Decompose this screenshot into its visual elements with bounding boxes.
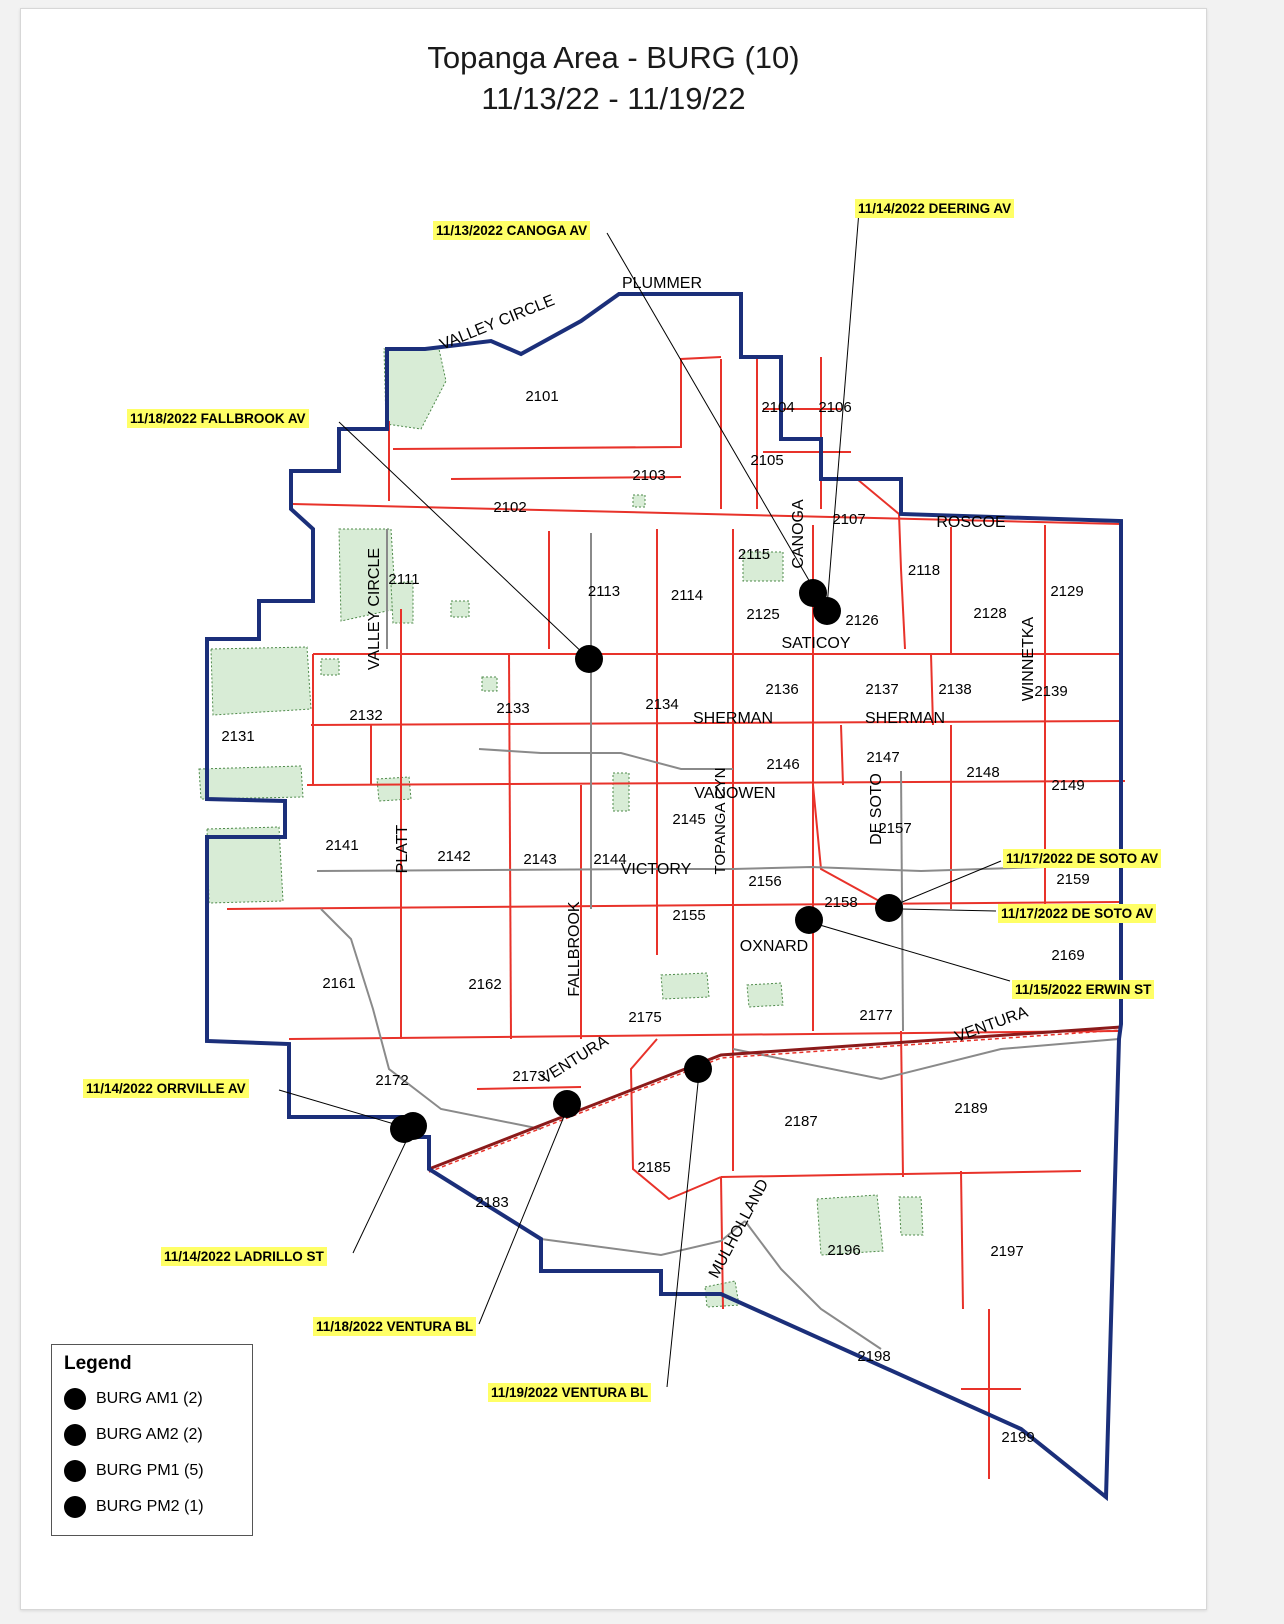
filled-circle-icon — [64, 1496, 86, 1518]
reporting-district-label: 2197 — [990, 1243, 1024, 1260]
reporting-district-label: 2125 — [746, 606, 780, 623]
reporting-district-label: 2172 — [375, 1072, 409, 1089]
legend-item — [64, 1453, 242, 1489]
reporting-district-label: 2105 — [750, 452, 784, 469]
page-title-line1: Topanga Area - BURG (10) — [427, 40, 800, 75]
svg-text:SHERMAN: SHERMAN — [692, 710, 774, 727]
page-title-line2: 11/13/22 - 11/19/22 — [481, 81, 746, 116]
incident-marker[interactable] — [813, 597, 841, 625]
legend-heading: Legend — [64, 1353, 132, 1374]
reporting-district-label: 2162 — [468, 976, 502, 993]
svg-text:PLATT: PLATT — [394, 824, 411, 874]
reporting-district-label: 2157 — [878, 820, 912, 837]
reporting-district-label: 2189 — [954, 1100, 988, 1117]
reporting-district-label: 2136 — [765, 681, 799, 698]
legend — [51, 1344, 253, 1536]
legend-item — [64, 1489, 242, 1525]
reporting-district-label: 2158 — [824, 894, 858, 911]
reporting-district-label: 2113 — [587, 583, 621, 600]
reporting-district-label: 2144 — [593, 851, 627, 868]
reporting-district-label: 2132 — [349, 707, 383, 724]
legend-rows — [64, 1381, 242, 1525]
reporting-district-label: 2147 — [866, 749, 900, 766]
incident-marker[interactable] — [875, 894, 903, 922]
legend-item — [64, 1381, 242, 1417]
incident-marker[interactable] — [553, 1090, 581, 1118]
reporting-district-label: 2198 — [857, 1348, 891, 1365]
svg-text:OXNARD: OXNARD — [739, 938, 809, 955]
reporting-district-label: 2155 — [672, 907, 706, 924]
reporting-district-label: 2196 — [827, 1242, 861, 1259]
legend-item-label: BURG PM2 (1) — [96, 1498, 204, 1515]
reporting-district-label: 2145 — [672, 811, 706, 828]
reporting-district-label: 2103 — [632, 467, 666, 484]
callout-ventura-bl-1: 11/18/2022 VENTURA BL — [313, 1317, 476, 1336]
reporting-district-label: 2104 — [761, 399, 795, 416]
map-sheet — [20, 8, 1207, 1610]
local-streets — [317, 529, 1119, 1349]
svg-text:WINNETKA: WINNETKA — [1020, 616, 1037, 702]
callout-deering-av: 11/14/2022 DEERING AV — [855, 199, 1014, 218]
reporting-district-label: 2137 — [865, 681, 899, 698]
callout-de-soto-av-2: 11/17/2022 DE SOTO AV — [998, 904, 1156, 923]
street-name-labels — [366, 275, 1037, 1281]
svg-text:FALLBROOK: FALLBROOK — [566, 901, 583, 997]
reporting-district-label: 2173 — [512, 1068, 546, 1085]
reporting-district-label: 2149 — [1051, 777, 1085, 794]
callout-erwin-st: 11/15/2022 ERWIN ST — [1012, 980, 1154, 999]
reporting-district-label: 2115 — [737, 546, 771, 563]
reporting-district-label: 2175 — [628, 1009, 662, 1026]
svg-text:VANOWEN: VANOWEN — [694, 785, 776, 802]
incident-marker[interactable] — [684, 1055, 712, 1083]
reporting-district-label: 2199 — [1001, 1429, 1035, 1446]
reporting-district-label: 2138 — [938, 681, 972, 698]
reporting-district-label: 2126 — [845, 612, 879, 629]
reporting-district-label: 2143 — [523, 851, 557, 868]
callout-ladrillo-st: 11/14/2022 LADRILLO ST — [161, 1247, 327, 1266]
incident-marker[interactable] — [399, 1112, 427, 1140]
reporting-district-label: 2111 — [388, 571, 420, 588]
svg-text:VALLEY CIRCLE: VALLEY CIRCLE — [366, 547, 383, 671]
reporting-district-label: 2131 — [221, 728, 255, 745]
svg-text:MULHOLLAND: MULHOLLAND — [705, 1176, 773, 1282]
svg-text:VENTURA: VENTURA — [952, 1003, 1031, 1046]
incident-marker[interactable] — [575, 645, 603, 673]
callout-orrville-av: 11/14/2022 ORRVILLE AV — [83, 1079, 249, 1098]
reporting-district-label: 2128 — [973, 605, 1007, 622]
reporting-district-label: 2107 — [832, 511, 866, 528]
legend-item — [64, 1417, 242, 1453]
filled-circle-icon — [64, 1460, 86, 1482]
reporting-district-label: 2129 — [1050, 583, 1084, 600]
svg-text:PLUMMER: PLUMMER — [621, 275, 703, 292]
callout-fallbrook-av: 11/18/2022 FALLBROOK AV — [127, 409, 309, 428]
svg-text:VICTORY: VICTORY — [620, 861, 692, 878]
reporting-district-label: 2114 — [670, 587, 704, 604]
svg-text:VALLEY CIRCLE: VALLEY CIRCLE — [437, 292, 558, 354]
reporting-district-label: 2146 — [766, 756, 800, 773]
reporting-district-label: 2187 — [784, 1113, 818, 1130]
filled-circle-icon — [64, 1388, 86, 1410]
reporting-district-label: 2159 — [1056, 871, 1090, 888]
svg-text:TOPANGA CYN: TOPANGA CYN — [712, 767, 729, 875]
reporting-district-label: 2101 — [525, 388, 559, 405]
reporting-district-label: 2134 — [645, 696, 679, 713]
reporting-district-label: 2139 — [1034, 683, 1068, 700]
svg-text:DE SOTO: DE SOTO — [868, 773, 885, 845]
reporting-district-label: 2141 — [325, 837, 359, 854]
svg-text:ROSCOE: ROSCOE — [936, 514, 1006, 531]
reporting-district-label: 2185 — [637, 1159, 671, 1176]
reporting-district-label: 2102 — [493, 499, 527, 516]
reporting-district-label: 2118 — [907, 562, 941, 579]
svg-text:CANOGA: CANOGA — [790, 499, 807, 569]
reporting-district-label: 2142 — [437, 848, 471, 865]
callout-ventura-bl-2: 11/19/2022 VENTURA BL — [488, 1383, 651, 1402]
legend-item-label: BURG AM2 (2) — [96, 1426, 203, 1443]
callout-de-soto-av-1: 11/17/2022 DE SOTO AV — [1003, 849, 1161, 868]
svg-text:SHERMAN: SHERMAN — [864, 710, 946, 727]
callout-canoga-av: 11/13/2022 CANOGA AV — [433, 221, 590, 240]
filled-circle-icon — [64, 1424, 86, 1446]
reporting-district-label: 2183 — [475, 1194, 509, 1211]
freeway-101 — [429, 1027, 1121, 1172]
reporting-district-label: 2148 — [966, 764, 1000, 781]
park-areas — [199, 349, 923, 1307]
reporting-district-label: 2133 — [496, 700, 530, 717]
svg-text:SATICOY: SATICOY — [781, 635, 851, 652]
reporting-district-label: 2161 — [322, 975, 356, 992]
reporting-district-label: 2106 — [818, 399, 852, 416]
reporting-district-label: 2177 — [859, 1007, 893, 1024]
svg-text:VENTURA: VENTURA — [537, 1032, 612, 1088]
incident-marker[interactable] — [795, 906, 823, 934]
legend-item-label: BURG AM1 (2) — [96, 1390, 203, 1407]
legend-item-label: BURG PM1 (5) — [96, 1462, 204, 1479]
reporting-district-label: 2169 — [1051, 947, 1085, 964]
reporting-district-label: 2156 — [748, 873, 782, 890]
